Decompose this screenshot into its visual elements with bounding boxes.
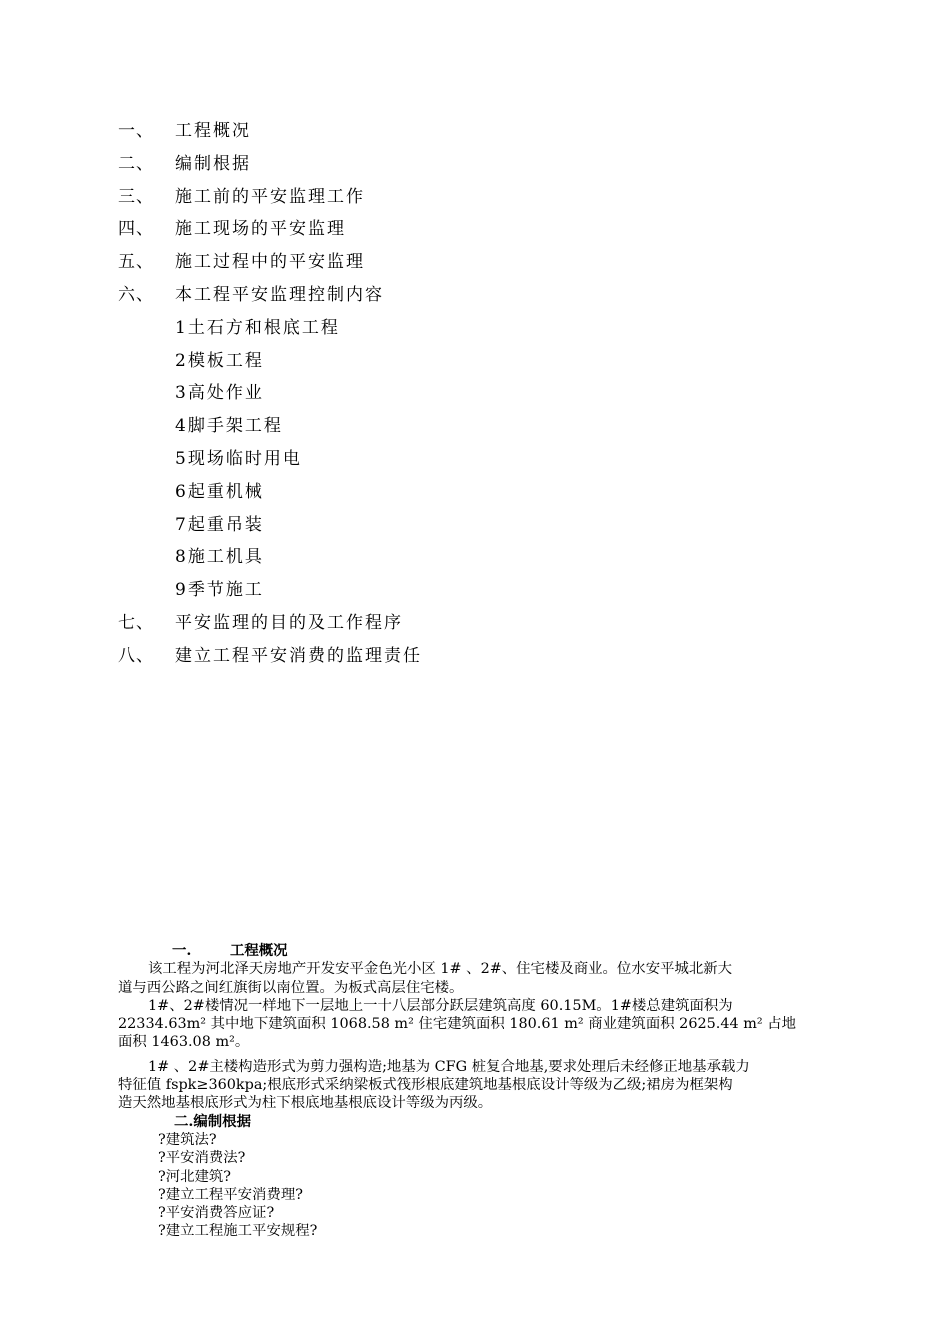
toc-number: 二、 xyxy=(118,153,154,174)
paragraph-line: 面积 1463.08 m²。 xyxy=(118,1034,250,1051)
toc-sublabel: 6起重机械 xyxy=(175,481,264,502)
section-title: 工程概况 xyxy=(230,942,288,959)
paragraph-line: 该工程为河北泽天房地产开发安平金色光小区 1# 、2#、住宅楼及商业。位水安平城北新大 xyxy=(148,961,733,978)
toc-number: 五、 xyxy=(118,252,154,273)
paragraph-line: 1#、2#楼情况一样地下一层地上一十八层部分跃层建筑高度 60.15M。1#楼总建筑面积为 xyxy=(148,997,733,1014)
section-number: 一. xyxy=(172,942,192,959)
toc-label: 施工现场的平安监理 xyxy=(175,219,346,240)
reference-item: ?平安消费答应证? xyxy=(158,1205,275,1222)
toc-sublabel: 7起重吊装 xyxy=(175,514,264,535)
toc-sublabel: 8施工机具 xyxy=(175,547,264,568)
document-body xyxy=(118,942,833,1241)
paragraph-line: 22334.63m² 其中地下建筑面积 1068.58 m² 住宅建筑面积 180.61 m² 商业建筑面积 2625.44 m² 占地 xyxy=(118,1016,797,1033)
toc-number: 六、 xyxy=(118,284,154,305)
reference-item: ?建立工程施工平安规程? xyxy=(158,1223,318,1240)
paragraph-line: 1# 、2#主楼构造形式为剪力强构造;地基为 CFG 桩复合地基,要求处理后未经修正地基承载力 xyxy=(148,1058,750,1075)
toc-label: 工程概况 xyxy=(175,121,251,141)
reference-item: ?建筑法? xyxy=(158,1131,217,1148)
toc-label: 施工前的平安监理工作 xyxy=(175,186,365,207)
reference-item: ?建立工程平安消费理? xyxy=(158,1186,303,1203)
toc-sublabel: 2模板工程 xyxy=(175,350,264,371)
toc-sublabel: 5现场临时用电 xyxy=(175,448,302,469)
toc-sublabel: 1土石方和根底工程 xyxy=(175,317,340,338)
reference-item: ?平安消费法? xyxy=(158,1150,246,1167)
section-heading: 二.编制根据 xyxy=(174,1112,251,1130)
toc-sublabel: 3高处作业 xyxy=(175,383,264,404)
paragraph-line: 造天然地基根底形式为柱下根底地基根底设计等级为丙级。 xyxy=(118,1095,493,1112)
toc-label: 编制根据 xyxy=(175,153,251,174)
toc-number: 四、 xyxy=(118,219,154,240)
toc-label: 施工过程中的平安监理 xyxy=(175,252,365,273)
paragraph xyxy=(118,960,833,997)
paragraph xyxy=(118,997,833,1052)
toc-number: 八、 xyxy=(118,645,154,666)
paragraph-line: 道与西公路之间红旗街以南位置。为板式高层住宅楼。 xyxy=(118,979,464,996)
toc-label: 本工程平安监理控制内容 xyxy=(175,284,384,305)
toc-number: 一、 xyxy=(118,121,154,141)
reference-item: ?河北建筑? xyxy=(158,1168,231,1185)
toc-number: 三、 xyxy=(118,186,154,207)
toc-sublabel: 9季节施工 xyxy=(175,580,264,601)
paragraph-line: 特征值 fspk≥360kpa;根底形式采纳梁板式筏形根底建筑地基根底设计等级为乙级;裙房为框架构 xyxy=(118,1077,733,1094)
toc-sublabel: 4脚手架工程 xyxy=(175,416,283,437)
paragraph xyxy=(118,1058,833,1113)
toc-label: 平安监理的目的及工作程序 xyxy=(175,612,403,633)
section-heading xyxy=(118,942,833,960)
toc-label: 建立工程平安消费的监理责任 xyxy=(175,645,422,666)
toc-number: 七、 xyxy=(118,612,154,633)
